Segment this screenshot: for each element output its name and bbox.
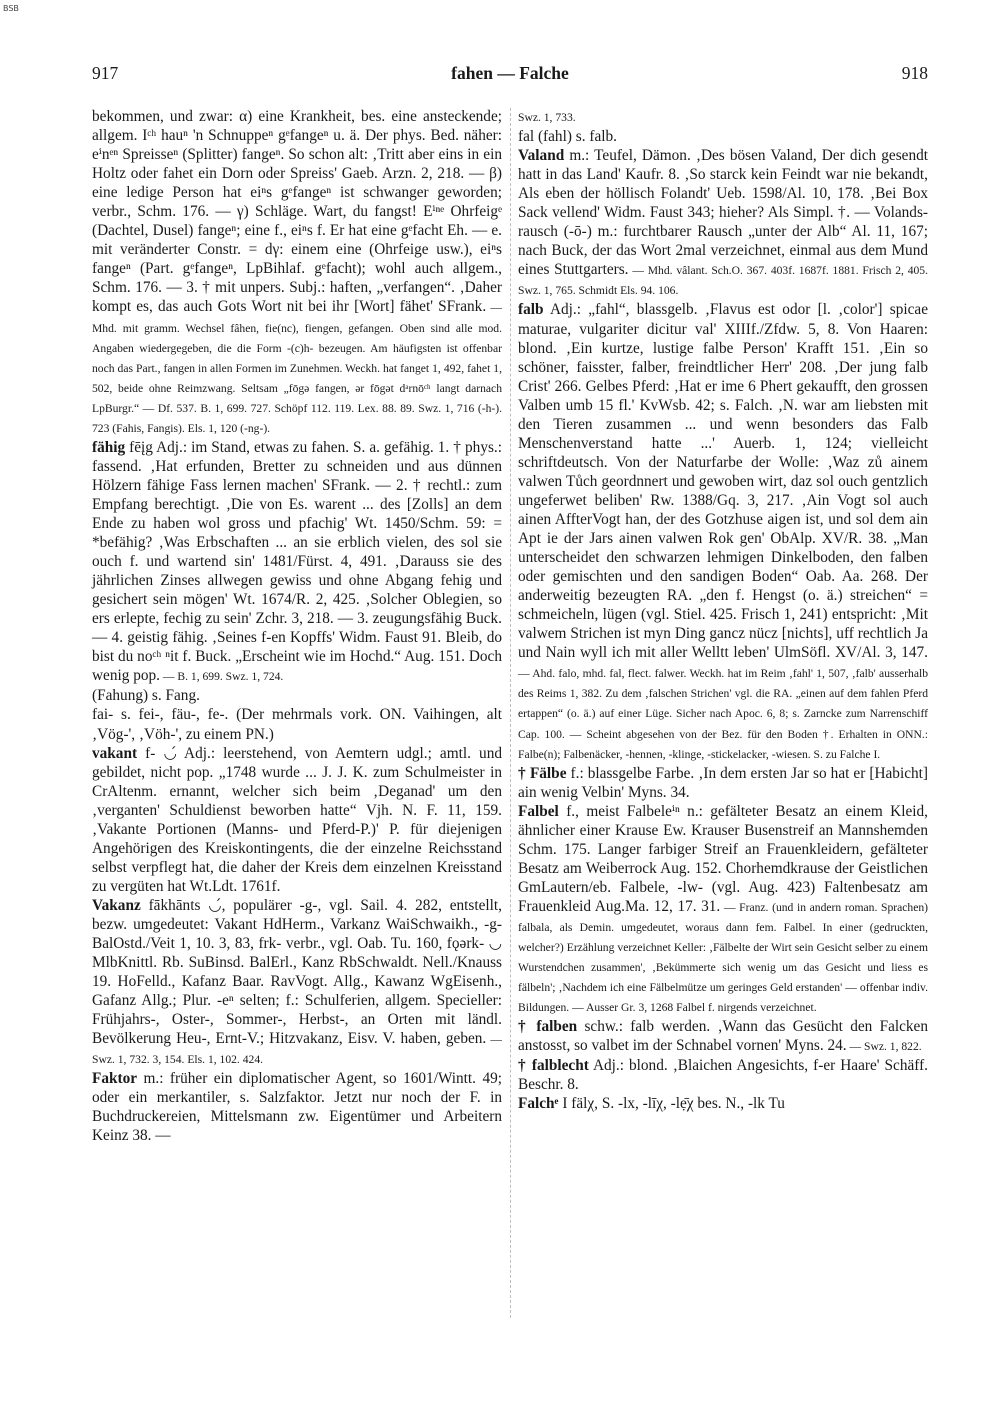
dictionary-entry xyxy=(518,127,928,146)
dictionary-entry xyxy=(518,1094,928,1113)
entry-headword: vakant xyxy=(92,744,138,762)
entry-text: fēįg Adj.: im Stand, etwas zu fahen. S. a. gefähig. 1. † phys.: fassend. ‚Hat erfunden, Bretter zu schneiden und aus dünnen Hölzern fähige Fass lernen machen' SFrank. — 2. † rechtl.: zum Empfang berechtigt. ‚Die von Es. warent ... des [Zolls] an dem Ende zu haben wol gross und pfachig' Wt. 1450/Schm. 59: = *befähig? ‚Was Erbschaften ... an sie erblich vielen, des sol sie ouch f. und wartend sin' 1481/Fürst. 4, 491. ‚Darauss sie des jährlichen Zinses allwegen gewiss und ohne Abgang fehig und gesichert sein mögen' Wt. 1674/R. 2, 425. ‚Solcher Oblegien, so ers erlepte, fechig zu sein' Zchr. 3, 218. — 3. zeugungsfähig Buck. — 4. geistig fähig. ‚Seines f-en Kopffs' Widm. Faust 91. Bleib, do bist du noᶜʰ ⁿit f. Buck. „Erscheint wie im Hochd.“ Aug. 151. Doch wenig pop. xyxy=(92,438,502,685)
entry-etymology-note: — Swz. 1, 822. xyxy=(846,1040,922,1054)
dictionary-entry xyxy=(92,438,502,687)
entry-text: f., meist Falbeleⁱⁿ n.: gefälteter Besatz an einem Kleid, ähnlicher einer Krause Ew. Krauser Busenstreif an Mannshemden Schm. 175. Langer farbiger Streif an Frauenkleidern, gefälteter Besatz am Weiberrock Aug. 152. Chorhemdkrause der Geistlichen GmLautern/eb. Falbele, -lw- (vgl. Aug. 423) Faltenbesatz am Frauenkleid Aug.Ma. 12, 17. 31. xyxy=(518,802,928,915)
entry-text: m.: Teufel, Dämon. ‚Des bösen Valand, Der dich gesendt hatt in das Land' Kaufr. 8. ‚So starck kein Feindt war nie bekandt, Als eben der höllisch Folandt' Ueb. 1598/Al. 10, 178. ‚Bei Box Sack vellend' Widm. Faust 343; hieher? Als Simpl. †. — Volands-rausch (-ō-) m.: furchtbarer Rausch „unter der Alb“ Al. 11, 167; nach Buck, der das Wort 2mal verzeichnet, einmal aus dem Mund eines Stuttgarters. xyxy=(518,147,928,279)
entry-text: fākhānts ◡́, populärer -g-, vgl. Sail. 4. 282, entstellt, bezw. umgedeutet: Vakant HdHerm., Varkanz WaiSchwaikh., -g- BalOstd./Veit 1, 10. 3, 83, frk- verbr., vgl. Oab. Tu. 160, fǫərk- ◡ MlbKnittl. Rb. SuBinsd. BalErl., Kanz RbSchwaldt. Nell./Knauss 19. HoFelld., Kafanz Baar. RavVogt. Allg., Kawanz WgEisenh., Gafanz Allg.; Plur. -eⁿ selten; f.: Schulferien, allgem. Specieller: Frühjahrs-, Oster-, Sommer-, Herbst-, an Orten mit ländl. Bevölkerung Heu-, Ernt-V.; Hitzvakanz, Eisv. V. haben, geben. xyxy=(92,896,502,1048)
entry-etymology-note: — Mhd. vâlant. Sch.O. 367. 403f. 1687f. 1881. Frisch 2, 405. Swz. 1, 765. Schmidt Els. 94. 106. xyxy=(518,264,928,298)
dictionary-entry xyxy=(518,300,928,763)
entry-headword: Falbel xyxy=(518,802,559,820)
entry-etymology-note: — Ahd. falo, mhd. fal, flect. falwer. Weckh. hat im Reim ‚fahl' 1, 507, ‚falb' ausserhalb des Reims 1, 382. Zu dem ‚falschen Strichen' vgl. die RA. „einen auf dem fahlen Pferd ertappen“ (o. ä.) auf einer Lüge. Sicher nach Apoc. 6, 8; s. Zarncke zum Narrenschiff Cap. 100. — Scheint abgesehen von der Bez. für den Boden †. Erhalten in ONN.: Falbe(n); Falbenäcker, -hennen, -klinge, -stickelacker, -wiesen. S. zu Falche I. xyxy=(518,667,928,761)
library-watermark: BSB xyxy=(3,4,19,13)
entry-headword: Falchᵉ xyxy=(518,1095,559,1113)
right-column xyxy=(518,107,928,1113)
dictionary-entry xyxy=(518,802,928,1018)
left-page-number: 917 xyxy=(92,63,119,83)
entry-headword: fähig xyxy=(92,438,126,456)
entry-text: fai- s. fei-, fäu-, fe-. (Der mehrmals vork. ON. Vaihingen, alt ‚Vög-', ‚Vöh-', zu einem PN.) xyxy=(92,706,502,743)
dictionary-entry xyxy=(92,107,502,438)
entry-text: Adj.: „fahl“, blassgelb. ‚Flavus est odor [l. ‚color'] spicae maturae, vulgariter dicitur val' XIIIf./Zfdw. 5, 8. Von Haaren: blond. ‚Ein kurtze, lustige falbe Person' Krafft 151. ‚Ein so schöner, faisster, falber, freindtlicher Herr' 208. ‚Der jung falb Crist' 266. Gelbes Pferd: ‚Hat er ime 6 Phert gekaufft, den grossen Valben umb 15 fl.' KvWsb. 42; s. Falch. ‚N. war am liebsten mit den Tieren zusammen ... und wenn besonders das Falb Menschenverstand hatte ...' Auerb. 1, 124; vielleicht schriftdeutsch. Von der Naturfarbe der Wolle: ‚Waz zů ainem valwen Tůch geordnnert und gewoben wirt, daz sol ouch gentzlich ungeferwet beliben' Rw. 1388/Gq. 3, 217. ‚Ain Vogt sol auch ainen AffterVogt han, der des Gotzhuse aigen ist, und sol dem ain Apt ie der Jars ainen valwen Rok gen' ObAlp. XV/R. 38. „Man unterscheidet den schwarzen lehmigen Dinkelboden, den falben oder gemischten und den sandigen Boden“ Oab. Aa. 268. Der anderweitig bezeugten RA. „den f. Hengst (o. ä.) streichen“ = schmeicheln, lügen (vgl. Stiel. 425. Frisch 1, 241) entspricht: ‚Mit valwem Strichen ist myn Ding gancz nücz [nichts], uff rechtlich Ja und Nain wyll ich mit aller Welltt leben' UlmSöfl. XV/Al. 3, 147. xyxy=(518,301,928,662)
left-column xyxy=(92,107,502,1146)
entry-etymology-note: — Swz. 1, 732. 3, 154. Els. 1, 102. 424. xyxy=(92,1033,502,1067)
entry-headword: Vakanz xyxy=(92,896,141,914)
entry-headword: † falblecht xyxy=(518,1057,589,1075)
entry-etymology-note: — B. 1, 699. Swz. 1, 724. xyxy=(159,670,284,684)
dictionary-entry xyxy=(518,1017,928,1056)
dictionary-entry xyxy=(518,146,928,300)
entry-headword: falb xyxy=(518,301,544,319)
entry-headword: Valand xyxy=(518,147,565,165)
entry-headword: † Fälbe xyxy=(518,764,567,782)
dictionary-entry xyxy=(518,1056,928,1094)
entry-etymology-note: — Franz. (und in andern roman. Sprachen) falbala, als Demin. umgedeutet, woraus dann fem. Falbel. In einer (gedruckten, welcher?) Erzählung verzeichnet Keller: ‚Fälbelte der Wirt sein Gesicht selber zu einem Wurstendchen zusammen', ‚Bekümmerte sich wenig um das Gesicht und liess es fälbeln'; ‚Nachdem ich eine Fälbelmütze um geringes Geld erstanden' — offenbar indiv. Bildungen. — Ausser Gr. 3, 1268 Falbel f. nirgends verzeichnet. xyxy=(518,900,929,1015)
entry-text: (Fahung) s. Fang. xyxy=(92,687,200,705)
dictionary-entry xyxy=(518,107,928,127)
dictionary-entry xyxy=(92,744,502,896)
dictionary-entry xyxy=(518,764,928,802)
page-header xyxy=(92,63,928,87)
entry-text: f.: blassgelbe Farbe. ‚In dem ersten Jar so hat er [Habicht] ain wenig Velbin' Myns. 34. xyxy=(518,764,928,801)
entry-text: f- ◡́ Adj.: leerstehend, von Aemtern udgl.; amtl. und gebildet, nicht pop. „1748 wurde ... J. J. K. zum Schulmeister in CrAltenm. ernannt, welcher sich beim ‚Deganad' um den ‚verganten' Schuldienst beworben hatte“ Vjh. N. F. 11, 159. ‚Vakante Portionen (Manns- und Pferd-P.)' P. für diejenigen Angehörigen des Kreiskontingents, die der einzelne Reichsstand selbst verpflegt hat, die daher der Kreis dem einzelnen Kreisstand zu vergüten hat Wt.Ldt. 1761f. xyxy=(92,744,502,895)
dictionary-entry xyxy=(92,896,502,1069)
running-title: fahen — Falche xyxy=(451,63,569,83)
entry-headword: † falben xyxy=(518,1018,578,1036)
entry-text: Adj.: blond. ‚Blaichen Angesichts, f-er Haare' Schäff. Beschr. 8. xyxy=(518,1057,928,1094)
column-divider xyxy=(510,108,511,1318)
entry-headword: Faktor xyxy=(92,1070,138,1088)
entry-text: m.: früher ein diplomatischer Agent, so 1601/Wintt. 49; oder ein merkantiler, s. Salzfaktor. Jetzt nur noch der F. in Buchdruckereien, Mittelsmann zw. Eigentümer und Arbeitern Keinz 38. — xyxy=(92,1070,502,1145)
entry-text: schw.: falb werden. ‚Wann das Gesücht den Falcken anstosst, so valbet im der Schnabel vornen' Myns. 24. xyxy=(518,1018,928,1055)
entry-text: I fälχ, S. -lx, -līχ, -lẹ̄χ bes. N., -lk Tu xyxy=(558,1095,785,1113)
entry-text: bekommen, und zwar: α) eine Krankheit, bes. eine ansteckende; allgem. Iᶜʰ hauⁿ 'n Schnuppeⁿ gᵉfangeⁿ u. ä. Der phys. Bed. näher: eⁱnᵉⁿ Spreisseⁿ (Splitter) fangeⁿ. So schon alt: ‚Tritt aber eins in ein Holtz oder fahet ein Dorn oder Spreiss' Gaeb. Arzn. 2, 218. — β) eine ledige Person hat eiⁿs gᵉfangeⁿ ist schwanger geworden; verbr., Schm. 176. — γ) Schläge. Wart, du fangst! Eⁱⁿᵉ Ohrfeigᵉ (Dachtel, Dusel) fangeⁿ; eine f., eiⁿs f. Er hat eine gᵉfacht Eh. — e. mit veränderter Constr. = dγ: einem eine (Ohrfeige usw.), eiⁿs fangeⁿ (Part. gᵉfangeⁿ, LpBihlaf. gᵉfacht); wohl auch allgem., Schm. 176. — 3. † mit unpers. Subj.: haften, „verfangen“. ‚Daher kompt es, das auch Gots Wort nit bei ihr [Wort] fähet' SFrank. xyxy=(92,108,502,316)
dictionary-entry xyxy=(92,686,502,705)
right-page-number: 918 xyxy=(901,63,928,83)
entry-etymology-note: — Mhd. mit gramm. Wechsel fâhen, fie(nc), fiengen, gefangen. Oben sind alle mod. Angaben wiedergegeben, die die Form -(c)h- bezeugen. Am häufigsten ist offenbar noch das Part., fangen in allen Formen im Zunehmen. Weckh. hat fanget 1, 492, fahet 1, 502, beide ohne Reimzwang. Seltsam „fōgə fangen, ər fōgət dᵃrnōᶜʰ langt darnach LpBurgr.“ — Df. 537. B. 1, 699. 727. Schöpf 112. 119. Lex. 88. 89. Swz. 1, 716 (-h-). 723 (Fahis, Fangis). Els. 1, 120 (-ng-). xyxy=(92,301,502,435)
dictionary-entry xyxy=(92,1069,502,1145)
entry-etymology-note: Swz. 1, 733. xyxy=(518,111,576,124)
entry-text: fal (fahl) s. falb. xyxy=(518,128,617,146)
dictionary-entry xyxy=(92,705,502,743)
